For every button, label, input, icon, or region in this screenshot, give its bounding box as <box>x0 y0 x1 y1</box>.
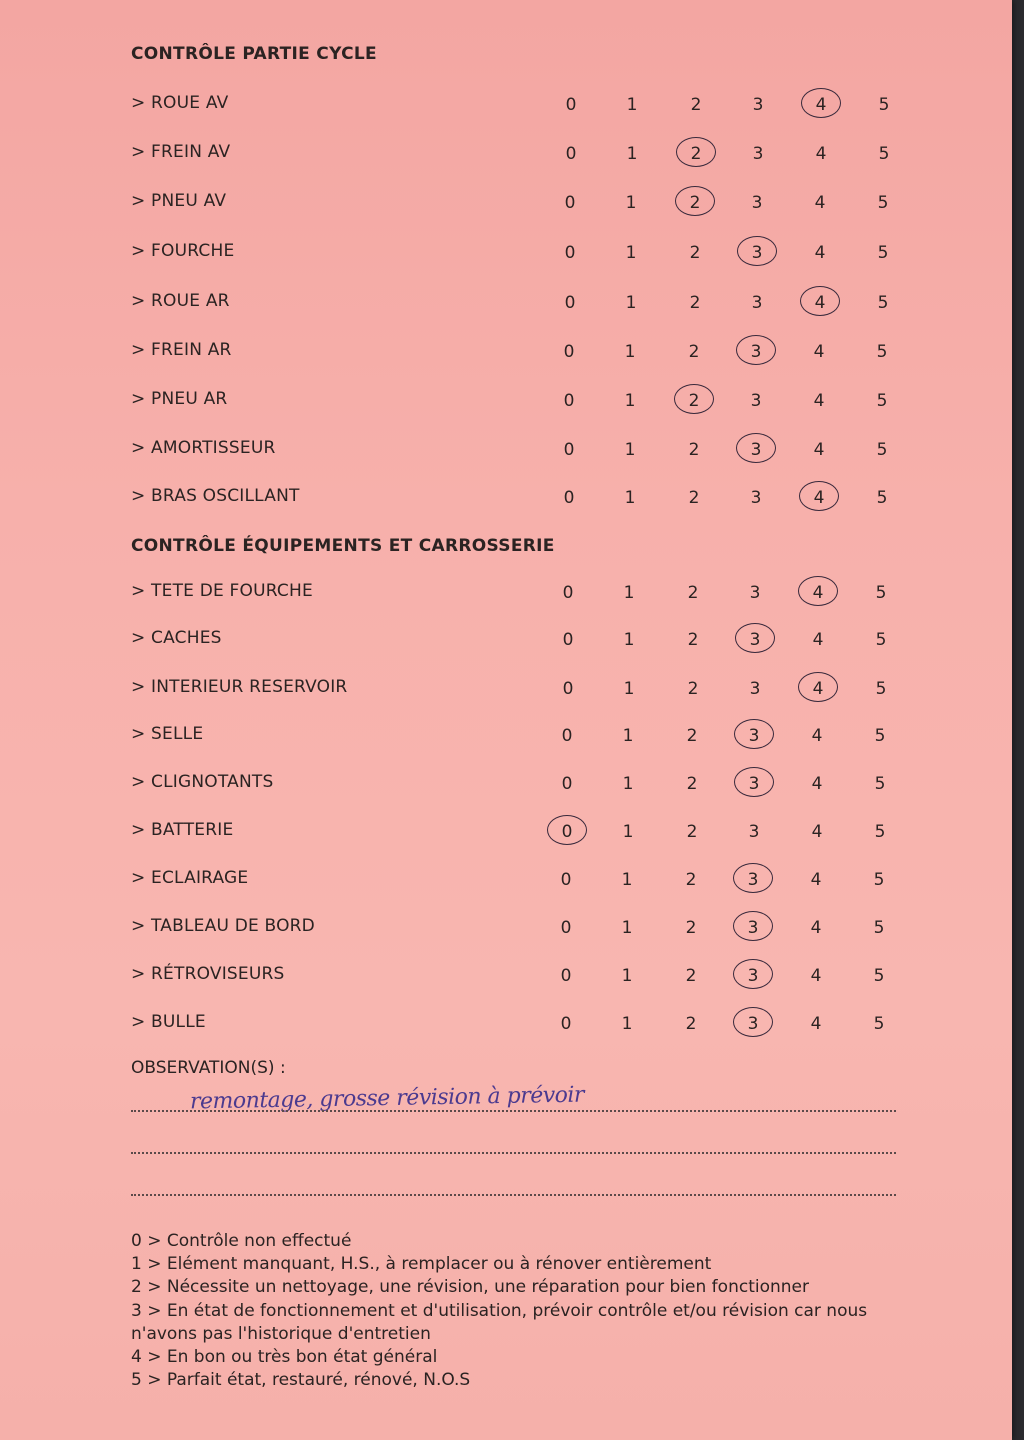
score-option <box>683 192 707 214</box>
score-option <box>867 917 891 939</box>
score-option <box>870 487 894 509</box>
score-value: 1 <box>624 488 636 508</box>
score-value: 5 <box>873 918 885 938</box>
score-value: 0 <box>563 440 575 460</box>
row-label: > AMORTISSEUR <box>131 438 276 458</box>
score-value: 1 <box>622 726 634 746</box>
score-value: 2 <box>689 243 701 263</box>
score-value: 3 <box>747 870 759 890</box>
score-value: 1 <box>625 243 637 263</box>
score-option <box>556 582 580 604</box>
score-option <box>804 917 828 939</box>
score-option <box>743 582 767 604</box>
legend-item: 2 > Nécessite un nettoyage, une révision, une réparation pour bien fonctionner <box>131 1277 809 1298</box>
selected-score-circle <box>798 576 838 606</box>
score-value: 3 <box>750 342 762 362</box>
score-option <box>745 192 769 214</box>
score-value: 4 <box>812 630 824 650</box>
score-value: 0 <box>563 342 575 362</box>
score-value: 2 <box>688 391 700 411</box>
score-option <box>615 965 639 987</box>
score-value: 3 <box>749 630 761 650</box>
score-value: 0 <box>564 193 576 213</box>
score-option <box>872 94 896 116</box>
score-value: 5 <box>874 822 886 842</box>
score-option <box>555 773 579 795</box>
checklist-row <box>0 190 1000 230</box>
score-value: 1 <box>621 966 633 986</box>
score-option <box>554 965 578 987</box>
selected-score-circle <box>736 335 776 365</box>
legend-item: 0 > Contrôle non effectué <box>131 1231 352 1251</box>
row-label: > FOURCHE <box>131 241 235 261</box>
score-value: 5 <box>873 966 885 986</box>
score-option <box>808 242 832 264</box>
score-value: 2 <box>688 488 700 508</box>
score-option <box>619 192 643 214</box>
score-option <box>618 390 642 412</box>
row-label: > TETE DE FOURCHE <box>131 581 313 601</box>
score-value: 0 <box>560 966 572 986</box>
score-value: 4 <box>813 488 825 508</box>
score-value: 4 <box>812 583 824 603</box>
score-option <box>618 487 642 509</box>
score-value: 2 <box>685 870 697 890</box>
checklist-row <box>0 676 1000 716</box>
row-label: > INTERIEUR RESERVOIR <box>131 677 348 697</box>
score-option <box>554 917 578 939</box>
score-option <box>554 1013 578 1035</box>
row-label: > SELLE <box>131 724 204 744</box>
row-label: > CLIGNOTANTS <box>131 772 274 792</box>
checklist-row <box>0 819 1000 859</box>
score-option <box>871 292 895 314</box>
score-value: 0 <box>560 918 572 938</box>
score-value: 3 <box>751 293 763 313</box>
score-value: 3 <box>752 144 764 164</box>
score-option <box>741 869 765 891</box>
score-option <box>679 965 703 987</box>
score-option <box>867 965 891 987</box>
score-value: 4 <box>813 391 825 411</box>
score-value: 4 <box>815 95 827 115</box>
score-option <box>555 821 579 843</box>
checklist-row <box>0 388 1000 428</box>
score-value: 2 <box>690 95 702 115</box>
score-option <box>741 917 765 939</box>
score-value: 3 <box>748 774 760 794</box>
score-option <box>683 292 707 314</box>
score-value: 2 <box>690 144 702 164</box>
score-option <box>744 390 768 412</box>
score-value: 5 <box>878 144 890 164</box>
score-value: 5 <box>877 293 889 313</box>
score-value: 5 <box>876 488 888 508</box>
observation-line-1 <box>131 1108 896 1112</box>
score-value: 2 <box>685 966 697 986</box>
score-option <box>741 965 765 987</box>
score-value: 4 <box>810 1014 822 1034</box>
score-option <box>742 773 766 795</box>
score-option <box>804 965 828 987</box>
score-option <box>680 773 704 795</box>
score-value: 1 <box>621 1014 633 1034</box>
score-option <box>871 242 895 264</box>
score-option <box>681 629 705 651</box>
score-value: 0 <box>565 95 577 115</box>
score-value: 1 <box>626 144 638 164</box>
score-option <box>746 94 770 116</box>
score-value: 5 <box>877 193 889 213</box>
score-option <box>616 773 640 795</box>
score-option <box>557 390 581 412</box>
score-value: 3 <box>747 1014 759 1034</box>
score-option <box>806 582 830 604</box>
row-label: > FREIN AR <box>131 340 232 360</box>
score-option <box>806 629 830 651</box>
score-option <box>615 869 639 891</box>
score-option <box>808 192 832 214</box>
score-option <box>556 678 580 700</box>
score-option <box>872 143 896 165</box>
score-value: 4 <box>811 774 823 794</box>
selected-score-circle <box>737 236 777 266</box>
row-label: > BRAS OSCILLANT <box>131 486 300 506</box>
checklist-row <box>0 485 1000 525</box>
score-option <box>745 292 769 314</box>
score-value: 5 <box>878 95 890 115</box>
checklist-row <box>0 339 1000 379</box>
score-option <box>558 192 582 214</box>
score-option <box>746 143 770 165</box>
score-option <box>617 629 641 651</box>
checklist-row <box>0 141 1000 181</box>
score-option <box>743 629 767 651</box>
legend-item: 4 > En bon ou très bon état général <box>131 1347 438 1368</box>
selected-score-circle <box>733 959 773 989</box>
selected-score-circle <box>675 186 715 216</box>
score-value: 0 <box>564 293 576 313</box>
score-value: 2 <box>685 918 697 938</box>
score-value: 2 <box>686 774 698 794</box>
score-option <box>871 192 895 214</box>
score-option <box>680 821 704 843</box>
score-option <box>615 1013 639 1035</box>
row-label: > BATTERIE <box>131 820 234 840</box>
score-value: 3 <box>750 440 762 460</box>
score-option <box>867 1013 891 1035</box>
checklist-row <box>0 580 1000 620</box>
row-label: > PNEU AR <box>131 389 228 409</box>
score-value: 3 <box>751 193 763 213</box>
score-value: 5 <box>876 440 888 460</box>
row-label: > CACHES <box>131 628 222 648</box>
score-option <box>804 1013 828 1035</box>
score-option <box>682 390 706 412</box>
score-value: 0 <box>561 726 573 746</box>
score-value: 3 <box>749 583 761 603</box>
checklist-row <box>0 723 1000 763</box>
selected-score-circle <box>733 1007 773 1037</box>
score-value: 4 <box>813 342 825 362</box>
score-option <box>617 582 641 604</box>
selected-score-circle <box>800 286 840 316</box>
selected-score-circle <box>547 815 587 845</box>
score-value: 4 <box>814 243 826 263</box>
row-label: > BULLE <box>131 1012 206 1032</box>
score-option <box>868 725 892 747</box>
score-option <box>870 341 894 363</box>
score-option <box>869 582 893 604</box>
score-option <box>867 869 891 891</box>
score-value: 4 <box>812 679 824 699</box>
row-label: > ROUE AV <box>131 93 229 113</box>
score-value: 5 <box>876 391 888 411</box>
score-option <box>744 341 768 363</box>
selected-score-circle <box>735 623 775 653</box>
checklist-row <box>0 92 1000 132</box>
score-option <box>557 439 581 461</box>
score-option <box>618 439 642 461</box>
score-value: 2 <box>687 679 699 699</box>
score-value: 5 <box>874 774 886 794</box>
score-option <box>743 678 767 700</box>
score-option <box>807 390 831 412</box>
score-option <box>684 143 708 165</box>
score-option <box>804 869 828 891</box>
selected-score-circle <box>733 863 773 893</box>
checklist-row <box>0 240 1000 280</box>
score-option <box>619 292 643 314</box>
score-option <box>620 94 644 116</box>
score-option <box>559 143 583 165</box>
score-option <box>808 292 832 314</box>
row-label: > FREIN AV <box>131 142 231 162</box>
score-option <box>682 487 706 509</box>
legend-item: 3 > En état de fonctionnement et d'utilisation, prévoir contrôle et/ou révision car nous n'avons pas l'historique d'entretien <box>131 1300 868 1344</box>
selected-score-circle <box>736 433 776 463</box>
score-option <box>805 821 829 843</box>
score-value: 0 <box>564 243 576 263</box>
score-option <box>869 629 893 651</box>
score-option <box>557 487 581 509</box>
checklist-row <box>0 627 1000 667</box>
score-value: 0 <box>561 774 573 794</box>
score-value: 0 <box>563 391 575 411</box>
score-option <box>684 94 708 116</box>
section-title-equipment: CONTRÔLE ÉQUIPEMENTS ET CARROSSERIE <box>131 536 555 556</box>
score-value: 3 <box>749 679 761 699</box>
score-option <box>558 242 582 264</box>
score-option <box>555 725 579 747</box>
score-value: 2 <box>688 342 700 362</box>
score-value: 4 <box>810 966 822 986</box>
score-value: 2 <box>689 293 701 313</box>
score-value: 1 <box>622 822 634 842</box>
score-option <box>617 678 641 700</box>
score-value: 2 <box>686 726 698 746</box>
observation-line-2 <box>131 1150 896 1154</box>
score-option <box>616 725 640 747</box>
score-option <box>807 487 831 509</box>
score-value: 5 <box>875 583 887 603</box>
score-option <box>806 678 830 700</box>
score-value: 1 <box>623 679 635 699</box>
section-title-cycle: CONTRÔLE PARTIE CYCLE <box>131 44 377 64</box>
selected-score-circle <box>734 719 774 749</box>
score-value: 2 <box>687 583 699 603</box>
score-value: 5 <box>873 870 885 890</box>
score-option <box>681 582 705 604</box>
score-option <box>868 821 892 843</box>
score-option <box>807 439 831 461</box>
checklist-row <box>0 771 1000 811</box>
score-value: 4 <box>810 870 822 890</box>
score-option <box>618 341 642 363</box>
selected-score-circle <box>733 911 773 941</box>
score-option <box>805 725 829 747</box>
score-option <box>805 773 829 795</box>
score-option <box>682 341 706 363</box>
score-value: 2 <box>688 440 700 460</box>
score-value: 0 <box>563 488 575 508</box>
score-value: 4 <box>811 726 823 746</box>
score-option <box>744 439 768 461</box>
score-value: 1 <box>621 918 633 938</box>
score-value: 3 <box>748 822 760 842</box>
score-value: 2 <box>687 630 699 650</box>
score-value: 0 <box>561 822 573 842</box>
legend-item: 1 > Elément manquant, H.S., à remplacer ou à rénover entièrement <box>131 1254 712 1275</box>
row-label: > ROUE AR <box>131 291 230 311</box>
score-option <box>744 487 768 509</box>
score-value: 4 <box>815 144 827 164</box>
score-option <box>679 917 703 939</box>
score-value: 1 <box>625 193 637 213</box>
row-label: > RÉTROVISEURS <box>131 964 285 984</box>
score-value: 1 <box>623 630 635 650</box>
checklist-row <box>0 963 1000 1003</box>
selected-score-circle <box>674 384 714 414</box>
score-option <box>870 439 894 461</box>
score-value: 1 <box>624 440 636 460</box>
score-option <box>868 773 892 795</box>
score-value: 5 <box>876 342 888 362</box>
checklist-row <box>0 867 1000 907</box>
score-value: 0 <box>562 630 574 650</box>
score-value: 3 <box>747 918 759 938</box>
observations-handwritten-note: remontage, grosse révision à prévoir <box>189 1082 585 1115</box>
score-value: 2 <box>689 193 701 213</box>
score-value: 3 <box>747 966 759 986</box>
score-value: 2 <box>685 1014 697 1034</box>
score-option <box>742 725 766 747</box>
score-option <box>683 242 707 264</box>
score-option <box>679 869 703 891</box>
checklist-row <box>0 437 1000 477</box>
score-value: 0 <box>560 1014 572 1034</box>
checklist-row <box>0 915 1000 955</box>
score-option <box>807 341 831 363</box>
score-option <box>809 143 833 165</box>
checklist-row <box>0 1011 1000 1051</box>
score-value: 5 <box>875 630 887 650</box>
selected-score-circle <box>734 767 774 797</box>
score-value: 0 <box>562 583 574 603</box>
score-option <box>870 390 894 412</box>
score-option <box>620 143 644 165</box>
row-label: > PNEU AV <box>131 191 227 211</box>
row-label: > TABLEAU DE BORD <box>131 916 315 936</box>
score-option <box>741 1013 765 1035</box>
score-option <box>556 629 580 651</box>
score-option <box>745 242 769 264</box>
score-value: 5 <box>877 243 889 263</box>
observation-line-3 <box>131 1192 896 1196</box>
observations-label: OBSERVATION(S) : <box>131 1058 286 1078</box>
score-value: 2 <box>686 822 698 842</box>
score-value: 0 <box>562 679 574 699</box>
score-value: 1 <box>622 774 634 794</box>
score-option <box>615 917 639 939</box>
score-value: 5 <box>875 679 887 699</box>
score-value: 3 <box>748 726 760 746</box>
selected-score-circle <box>676 137 716 167</box>
score-value: 0 <box>560 870 572 890</box>
score-option <box>869 678 893 700</box>
score-option <box>558 292 582 314</box>
rating-legend <box>131 1230 891 1392</box>
score-value: 4 <box>813 440 825 460</box>
score-value: 3 <box>752 95 764 115</box>
score-option <box>557 341 581 363</box>
selected-score-circle <box>798 672 838 702</box>
score-option <box>554 869 578 891</box>
selected-score-circle <box>799 481 839 511</box>
score-value: 3 <box>751 243 763 263</box>
score-value: 4 <box>814 293 826 313</box>
score-value: 1 <box>624 391 636 411</box>
score-option <box>559 94 583 116</box>
legend-item: 5 > Parfait état, restauré, rénové, N.O.S <box>131 1370 471 1391</box>
score-value: 5 <box>873 1014 885 1034</box>
row-label: > ECLAIRAGE <box>131 868 249 888</box>
score-value: 3 <box>750 391 762 411</box>
score-value: 1 <box>626 95 638 115</box>
score-value: 1 <box>624 342 636 362</box>
score-option <box>681 678 705 700</box>
score-option <box>619 242 643 264</box>
score-value: 1 <box>621 870 633 890</box>
score-value: 5 <box>874 726 886 746</box>
score-value: 4 <box>810 918 822 938</box>
selected-score-circle <box>801 88 841 118</box>
score-option <box>742 821 766 843</box>
score-option <box>680 725 704 747</box>
score-value: 1 <box>625 293 637 313</box>
score-value: 1 <box>623 583 635 603</box>
score-value: 0 <box>565 144 577 164</box>
checklist-row <box>0 290 1000 330</box>
score-value: 3 <box>750 488 762 508</box>
score-option <box>616 821 640 843</box>
score-option <box>679 1013 703 1035</box>
score-option <box>682 439 706 461</box>
score-option <box>809 94 833 116</box>
score-value: 4 <box>811 822 823 842</box>
score-value: 4 <box>814 193 826 213</box>
